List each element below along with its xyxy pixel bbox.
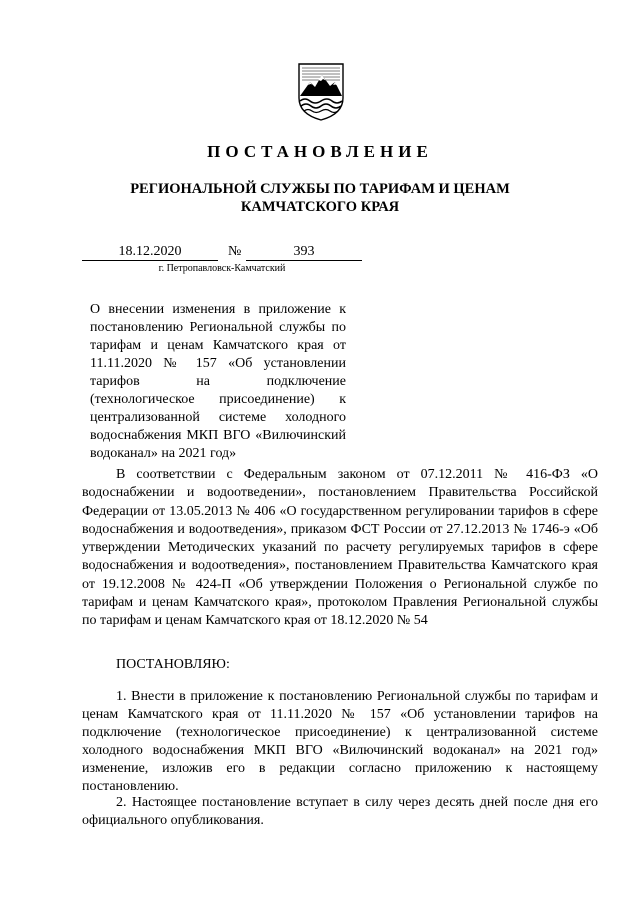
issuing-authority (0, 180, 640, 216)
decree-item-1: 1. Внести в приложение к постановлению Региональной службы по тарифам и ценам Камчатского края от 11.11.2020 № 157 «Об установлении тарифов на подключение (технологическое присоединение) к централизованной системе холодного водоснабжения МКП ВГО «Вилючинский водоканал» на 2021 год» изменение, изложив его в редакции согласно приложению к настоящему постановлению. (82, 689, 598, 794)
coat-of-arms-emblem (296, 60, 346, 122)
issue-place: г. Петропавловск-Камчатский (158, 263, 286, 274)
decree-item-2: 2. Настоящее постановление вступает в силу через десять дней после дня его официального опубликования. (82, 795, 598, 828)
document-date: 18.12.2020 (82, 244, 218, 261)
document-number: 393 (246, 244, 362, 261)
number-sign: № (228, 244, 242, 259)
document-type-title: ПОСТАНОВЛЕНИЕ (207, 142, 433, 161)
document-subject: О внесении изменения в приложение к постановлению Региональной службы по тарифам и ценам Камчатского края от 11.11.2020 № 157 «Об установлении тарифов на подключение (технологическое присоединение) к централизованной системе холодного водоснабжения МКП ВГО «Вилючинский водоканал» на 2021 год» (90, 302, 346, 461)
authority-line-2: КАМЧАТСКОГО КРАЯ (240, 199, 400, 215)
decree-word: ПОСТАНОВЛЯЮ: (116, 657, 230, 672)
authority-line-1: РЕГИОНАЛЬНОЙ СЛУЖБЫ ПО ТАРИФАМ И ЦЕНАМ (130, 181, 510, 197)
preamble-paragraph: В соответствии с Федеральным законом от 07.12.2011 № 416-ФЗ «О водоснабжении и водоотведении», постановлением Правительства Российской Федерации от 13.05.2013 № 406 «О государственном регулировании тарифов в сфере водоснабжения и водоотведения», приказом ФСТ России от 27.12.2013 № 1746-э «Об утверждении Методических указаний по расчету регулируемых тарифов в сфере водоснабжения и водоотведения», постановлением Правительства Камчатского края от 19.12.2008 № 424-П «Об утверждении Положения о Региональной службе по тарифам и ценам Камчатского края», протоколом Правления Региональной службы по тарифам и ценам Камчатского края от 18.12.2020 № 54 (82, 467, 598, 629)
kamchatka-coat-of-arms-icon (296, 60, 346, 122)
